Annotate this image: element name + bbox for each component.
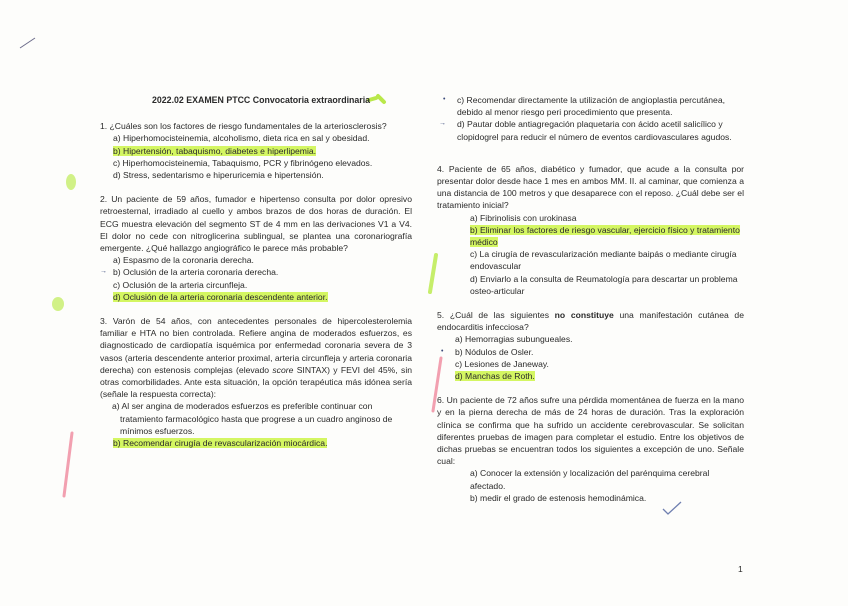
question-2-option-b — [100, 266, 412, 278]
pen-mark: • — [443, 96, 446, 103]
question-4-option-a: a) Fibrinolisis con urokinasa — [470, 212, 577, 223]
question-5-option-d — [437, 370, 744, 382]
question-5-option-b — [437, 346, 744, 358]
question-2 — [100, 193, 412, 303]
question-4-stem: 4. Paciente de 65 años, diabético y fumador, que acude a la consulta por presentar dolor desde hace 1 mes en ambos MM. II. al caminar, que comienza a una distancia de 100 metros y que desaparece con el reposo. ¿Cuál debe ser el tratamiento inicial? — [437, 163, 744, 211]
pink-marker-stroke-q3 — [60, 430, 76, 500]
question-3-continued — [437, 94, 744, 143]
question-3-option-d-text: d) Pautar doble antiagregación plaquetaria con ácido acetil salicílico y clopidogrel para reducir el número de eventos cardiovasculares agudos. — [457, 119, 732, 142]
question-3 — [100, 315, 412, 449]
question-6-option-b: b) medir el grado de estenosis hemodinámica. — [470, 492, 647, 503]
question-4 — [437, 163, 744, 297]
question-1-option-d: d) Stress, sedentarismo e hiperuricemia e hipertensión. — [113, 170, 324, 181]
pen-stroke-top-left — [18, 36, 38, 50]
question-4-option-d: d) Enviarlo a la consulta de Reumatología para descartar un problema osteo-articular — [470, 273, 738, 296]
pen-mark: → — [100, 268, 107, 276]
question-1-option-c: c) Hiperhomocisteinemia, Tabaquismo, PCR y fibrinógeno elevados. — [113, 157, 373, 168]
question-4-option-c: c) La cirugía de revascularización mediante baipás o mediante cirugía endovascular — [470, 249, 737, 272]
question-2-option-d — [100, 291, 412, 303]
question-3-option-b — [100, 437, 412, 449]
question-6 — [437, 394, 744, 504]
question-2-option-c: c) Oclusión de la arteria circunfleja. — [113, 279, 248, 290]
question-2-stem: 2. Un paciente de 59 años, fumador e hipertenso consulta por dolor opresivo retroesternal, irradiado al cuello y ambos brazos de dos horas de duración. El ECG muestra elevación del segmento ST de 4 mm en las derivaciones V1 a V4. El dolor no cede con nitroglicerina sublingual, se plantea una coronariografía emergente. ¿Qué hallazgo angiográfico le parece más probable? — [100, 194, 412, 254]
highlight-smudge-q2 — [48, 294, 68, 314]
question-3-option-a: a) Al ser angina de moderados esfuerzos es preferible continuar con tratamiento farmacológico hasta que progrese a un cuadro anginoso de mínimos esfuerzos. — [112, 401, 393, 436]
page-number: 1 — [738, 564, 743, 574]
highlighted-answer: d) Oclusión de la arteria coronaria descendente anterior. — [113, 291, 328, 302]
question-3-stem-part-2: SINTAX) y FEVI del 45%, sin otras comorbilidades. Ante esta situación, la opción terapéutica más idónea sería (señale la respuesta correcta): — [100, 364, 413, 400]
question-5-stem-part-1: 5. ¿Cuál de las siguientes — [437, 310, 555, 321]
question-3-option-c-text: c) Recomendar directamente la utilización de angioplastia percutánea, debido al menor riesgo peri procedimiento que presenta. — [457, 95, 725, 118]
highlighted-answer: b) Eliminar los factores de riesgo vascular, ejercicio físico y tratamiento médico — [470, 224, 740, 248]
question-2-option-b-text: b) Oclusión de la arteria coronaria derecha. — [113, 267, 279, 278]
question-5-option-a: a) Hemorragias subungueales. — [455, 334, 573, 345]
question-3-option-d — [437, 118, 744, 142]
question-5-option-c: c) Lesiones de Janeway. — [455, 358, 549, 369]
question-3-stem-part-1: 3. Varón de 54 años, con antecedentes personales de hipercolesterolemia familiar e HTA no bien controlada. Refiere angina de moderados esfuerzos, es diagnosticado de cardiopatía isquémica por enfermedad coronaria severa de 3 vasos (arteria descendente anterior proximal, arteria circunfleja y arteria coronaria derecha) con estenosis complejas (elevado — [100, 316, 412, 375]
left-column — [100, 94, 412, 461]
pen-mark: → — [439, 120, 446, 128]
question-1-option-a: a) Hiperhomocisteinemia, alcoholismo, dieta rica en sal y obesidad. — [113, 133, 370, 144]
highlighted-answer: b) Hipertensión, tabaquismo, diabetes e hiperlipemia. — [113, 145, 317, 156]
question-3-stem — [100, 315, 412, 400]
question-1-option-b — [100, 145, 412, 157]
question-4-option-b — [437, 224, 744, 248]
question-6-stem: 6. Un paciente de 72 años sufre una pérdida momentánea de fuerza en la mano y en la pierna derecha de más de 24 horas de duración. Tras la exploración clínica se confirma que ha sufrido un accidente cerebrovascular. Se solicitan diferentes pruebas de imagen para completar el estudio. Entre los objetivos de dichas pruebas se encuentran todos los siguientes a excepción de uno. Señale cual: — [437, 395, 744, 467]
right-column — [437, 94, 744, 516]
highlighted-answer: b) Recomendar cirugía de revascularización miocárdica. — [113, 438, 328, 449]
question-3-stem-italic: score — [272, 364, 294, 375]
pen-mark: • — [441, 347, 444, 355]
question-6-option-a: a) Conocer la extensión y localización del parénquima cerebral afectado. — [470, 468, 710, 491]
question-1 — [100, 120, 412, 181]
question-5 — [437, 309, 744, 382]
question-5-stem-bold: no constituye — [554, 310, 614, 321]
question-2-option-a: a) Espasmo de la coronaria derecha. — [113, 255, 254, 266]
highlighted-answer: d) Manchas de Roth. — [455, 371, 535, 382]
question-1-stem: 1. ¿Cuáles son los factores de riesgo fundamentales de la arteriosclerosis? — [100, 121, 387, 132]
highlight-smudge-q1 — [62, 171, 80, 193]
question-5-stem — [437, 309, 744, 333]
question-5-stem-part-2: una manifestación cutánea de endocarditis infecciosa? — [437, 310, 744, 333]
exam-title: 2022.02 EXAMEN PTCC Convocatoria extraordinaria — [152, 95, 371, 105]
question-5-option-b-text: b) Nódulos de Osler. — [455, 346, 534, 357]
question-3-option-c — [437, 94, 744, 118]
